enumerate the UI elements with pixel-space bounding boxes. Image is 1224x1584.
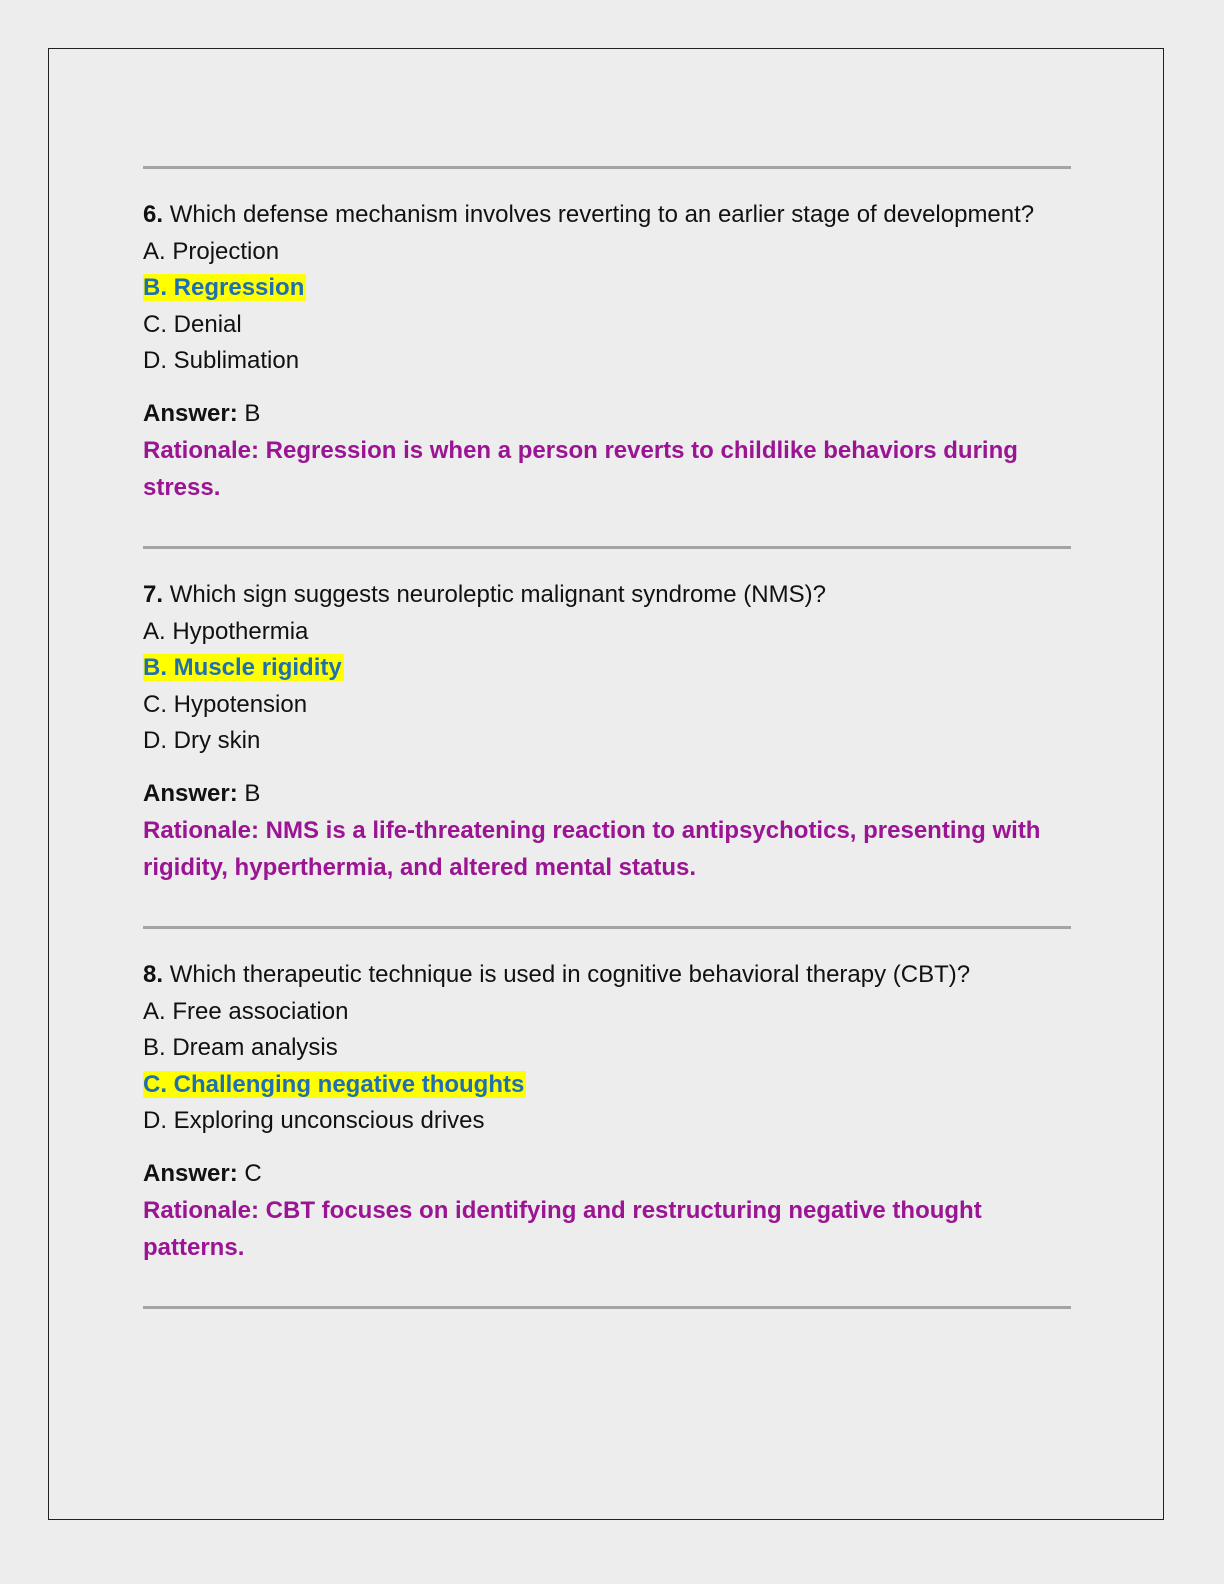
question-number: 8.	[143, 961, 164, 988]
quiz-content	[143, 166, 1071, 1309]
question-8	[143, 929, 1071, 1306]
option-a	[143, 234, 1071, 271]
answer-label: Answer:	[143, 399, 238, 427]
option-text: D. Dry skin	[143, 727, 261, 754]
answer-value: B	[244, 779, 261, 807]
option-c	[143, 1067, 1071, 1104]
option-text: D. Exploring unconscious drives	[143, 1107, 485, 1134]
answer-line	[143, 396, 1071, 433]
question-number: 7.	[143, 581, 164, 608]
option-text: D. Sublimation	[143, 347, 300, 374]
option-text: C. Hypotension	[143, 690, 308, 718]
option-d	[143, 343, 1071, 380]
option-text: A. Projection	[143, 237, 280, 265]
question-text: Which defense mechanism involves reverting to an earlier stage of development?	[169, 201, 1035, 228]
option-a	[143, 614, 1071, 651]
answer-line	[143, 776, 1071, 813]
question-stem	[143, 957, 1071, 994]
question-7	[143, 549, 1071, 926]
option-text: A. Free association	[143, 997, 349, 1025]
divider	[143, 1306, 1071, 1309]
answer-value: C	[244, 1159, 262, 1187]
question-6	[143, 169, 1071, 546]
option-b	[143, 1030, 1071, 1067]
option-c	[143, 687, 1071, 724]
correct-option-text: B. Regression	[143, 274, 305, 301]
option-c	[143, 307, 1071, 344]
answer-label: Answer:	[143, 1159, 238, 1187]
option-text: C. Denial	[143, 310, 242, 338]
option-d	[143, 723, 1071, 760]
option-b	[143, 270, 1071, 307]
rationale: Rationale: Regression is when a person reverts to childlike behaviors during stress.	[143, 437, 1018, 501]
answer-label: Answer:	[143, 779, 238, 807]
answer-value: B	[244, 399, 261, 427]
correct-option-text: C. Challenging negative thoughts	[143, 1070, 525, 1098]
option-b	[143, 650, 1071, 687]
question-stem	[143, 197, 1071, 234]
option-a	[143, 994, 1071, 1031]
question-number: 6.	[143, 201, 164, 228]
question-text: Which therapeutic technique is used in cognitive behavioral therapy (CBT)?	[169, 961, 971, 988]
option-d	[143, 1103, 1071, 1140]
answer-line	[143, 1156, 1071, 1193]
correct-option-text: B. Muscle rigidity	[143, 654, 342, 681]
option-text: B. Dream analysis	[143, 1034, 338, 1061]
option-text: A. Hypothermia	[143, 617, 309, 645]
question-text: Which sign suggests neuroleptic malignant syndrome (NMS)?	[169, 581, 826, 608]
rationale: Rationale: CBT focuses on identifying and restructuring negative thought patterns.	[143, 1197, 982, 1261]
question-stem	[143, 577, 1071, 614]
rationale: Rationale: NMS is a life-threatening reaction to antipsychotics, presenting with rigidity, hyperthermia, and altered mental status.	[143, 817, 1041, 881]
